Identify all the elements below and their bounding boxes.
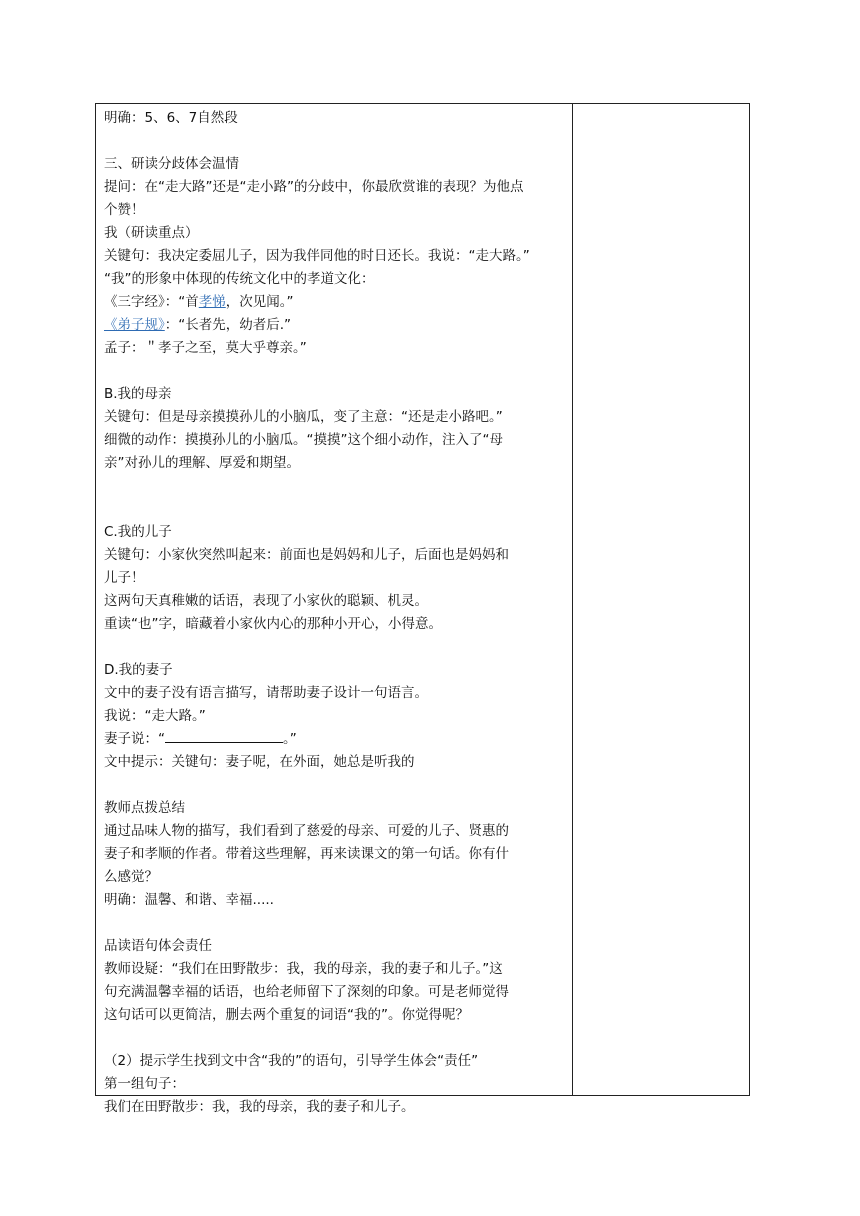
text-line: （2）提示学生找到文中含“我的”的语句，引导学生体会“责任” (104, 1053, 479, 1069)
text-line: 儿子！ (104, 570, 145, 586)
subheading: B.我的母亲 (104, 386, 172, 402)
quote-line (104, 291, 568, 314)
text-line: 关键句：但是母亲摸摸孙儿的小脑瓜，变了主意：“还是走小路吧。” (104, 409, 503, 425)
text-line: 这句话可以更简洁，删去两个重复的词语“我的”。你觉得呢？ (104, 1007, 469, 1023)
subheading: 品读语句体会责任 (104, 938, 212, 954)
dizigui-link[interactable]: 《弟子规》 (104, 317, 165, 333)
text-line: 么感觉？ (104, 869, 158, 885)
text-line: 文中的妻子没有语言描写，请帮助妻子设计一句语言。 (104, 685, 428, 701)
text-line: 明确：5、6、7自然段 (104, 110, 238, 126)
text-line: 细微的动作：摸摸孙儿的小脑瓜。“摸摸”这个细小动作，注入了“母 (104, 432, 503, 448)
spacer (104, 475, 568, 521)
quote-prefix: 《三字经》：“首 (104, 294, 199, 310)
text-line: 孟子：＂孝子之至，莫大乎尊亲。” (104, 340, 307, 356)
column-divider (572, 104, 573, 1095)
text-line: 我说：“走大路。” (104, 708, 206, 724)
spacer (104, 912, 568, 935)
quote-line (104, 314, 568, 337)
text-line: 这两句天真稚嫩的话语，表现了小家伙的聪颖、机灵。 (104, 593, 428, 609)
text-line: 第一组句子： (104, 1076, 185, 1092)
subheading: D.我的妻子 (104, 662, 173, 678)
spacer (104, 774, 568, 797)
section-heading: 三、研读分歧体会温情 (104, 156, 239, 172)
spacer (104, 1027, 568, 1050)
quote-suffix: ：“长者先，幼者后.” (164, 317, 292, 333)
subheading: 教师点拨总结 (104, 800, 185, 816)
spacer (104, 636, 568, 659)
text-line: 提问：在“走大路”还是“走小路”的分歧中，你最欣赏谁的表现？为他点 (104, 179, 524, 195)
quote-suffix: ，次见闻。” (225, 294, 294, 310)
text-line: 亲”对孙儿的理解、厚爱和期望。 (104, 455, 300, 471)
text-line: 通过品味人物的描写，我们看到了慈爱的母亲、可爱的儿子、贤惠的 (104, 823, 509, 839)
text-line: “我”的形象中体现的传统文化中的孝道文化： (104, 271, 375, 287)
spacer (104, 360, 568, 383)
text-line: 妻子和孝顺的作者。带着这些理解，再来读课文的第一句话。你有什 (104, 846, 509, 862)
subheading: C.我的儿子 (104, 524, 172, 540)
text-line: 教师设疑：“我们在田野散步：我，我的母亲，我的妻子和儿子。”这 (104, 961, 503, 977)
text-line: 句充满温馨幸福的话语，也给老师留下了深刻的印象。可是老师觉得 (104, 984, 509, 1000)
fill-in-line (104, 728, 568, 751)
xiaoti-link[interactable]: 孝悌 (198, 294, 226, 310)
text-line: 关键句：小家伙突然叫起来：前面也是妈妈和儿子，后面也是妈妈和 (104, 547, 509, 563)
fill-in-prefix: 妻子说：“ (104, 731, 165, 747)
lesson-table (95, 103, 750, 1115)
text-line: 重读“也”字，暗藏着小家伙内心的那种小开心，小得意。 (104, 616, 442, 632)
text-line: 文中提示：关键句：妻子呢，在外面，她总是听我的 (104, 754, 415, 770)
text-line: 关键句：我决定委屈儿子，因为我伴同他的时日还长。我说：“走大路。” (104, 248, 530, 264)
fill-in-suffix: 。” (283, 731, 297, 747)
text-line: 明确：温馨、和谐、幸福..... (104, 892, 274, 908)
text-line: 我们在田野散步：我，我的母亲，我的妻子和儿子。 (104, 1099, 415, 1115)
text-line: 个赞！ (104, 202, 145, 218)
fill-in-blank[interactable] (165, 728, 283, 743)
subheading: 我（研读重点） (104, 225, 199, 241)
spacer (104, 130, 568, 153)
lesson-content (104, 107, 568, 1119)
